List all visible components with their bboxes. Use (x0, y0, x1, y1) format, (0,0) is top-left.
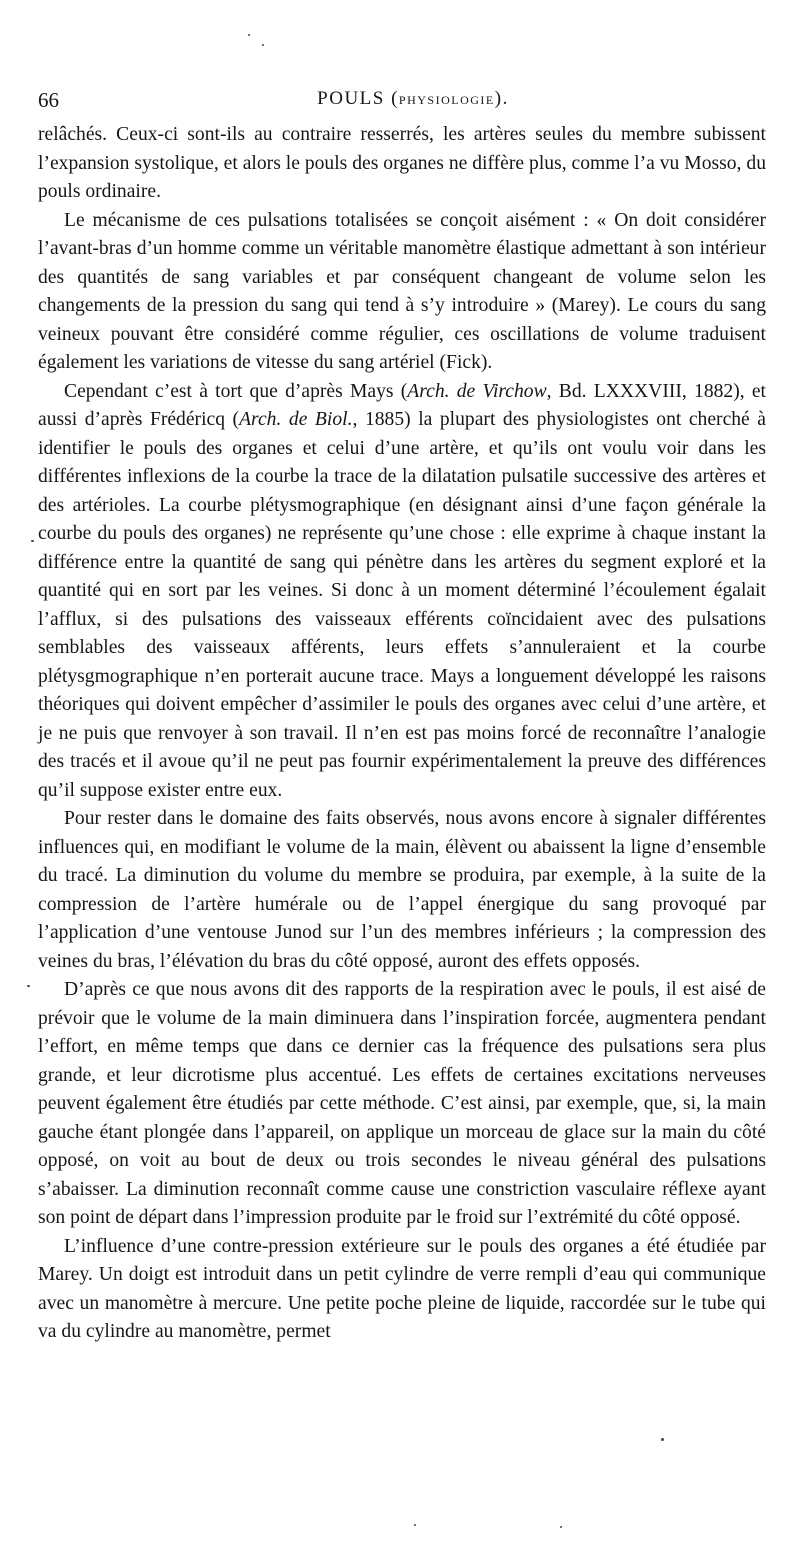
text-run: D’après ce que nous avons dit des rapports de la respiration avec le pouls, il est aisé de prévoir que le volume de la main diminuera dans l’inspiration forcée, augmentera pendant l’effort, en même temps que dans ce dernier cas la fréquence des pulsations sera plus grande, et leur dicrotisme plus accentué. Les effets de certaines excitations nerveuses peuvent également être étudiés par cette méthode. C’est ainsi, par exemple, que, si, la main gauche étant plongée dans l’appareil, on applique un morceau de glace sur la main du côté opposé, on voit au bout de deux ou trois secondes le niveau général des pulsations s’abaisser. La diminution reconnaît comme cause une constriction vasculaire réflexe ayant son point de départ dans l’impression produite par le froid sur l’extrémité du côté opposé. (38, 979, 766, 1228)
text-run: , 1885) la plupart des physiologistes ont cherché à identifier le pouls des organes et celui d’une artère, et qu’ils ont voulu voir dans les différentes inflexions de la courbe la trace de la dilatation pulsatile successive des artères et des artérioles. La courbe plétysmographique (en désignant ainsi d’une façon générale la courbe du pouls des organes) ne représente qu’une chose : elle exprime à chaque instant la différence entre la quantité de sang qui pénètre dans les artères du segment exploré et la quantité qui en sort par les veines. Si donc à un moment déterminé l’écoulement égalait l’afflux, si des pulsations des vaisseaux efférents coïncidaient avec des pulsations semblables des vaisseaux afférents, leurs effets s’annuleraient et la courbe plétysgmographique n’en porterait aucune trace. Mays a longuement développé les raisons théoriques qui doivent empêcher d’assimiler le pouls des organes avec celui d’une artère, et je ne puis que renvoyer à son travail. Il n’en est pas moins forcé de reconnaître l’analogie des tracés et il avoue qu’il ne peut pas fournir expérimentalement la preuve des différences qu’il suppose exister entre eux. (38, 409, 766, 801)
journal-citation: Arch. de Virchow (407, 380, 547, 402)
running-title-end: ). (494, 88, 509, 109)
text-run: , Bd. LXXXVIII, 1882), et aussi d’après Frédéricq ( (38, 380, 766, 430)
page-number: 66 (38, 88, 59, 112)
paragraph (38, 976, 766, 1233)
page-header (38, 88, 762, 118)
running-title (64, 88, 762, 110)
text-run: Cependant c’est à tort que d’après Mays ( (64, 380, 408, 402)
paragraph (38, 121, 766, 207)
paragraph (38, 378, 766, 806)
scan-speck (560, 1526, 562, 1528)
text-run: L’influence d’une contre-pression extérieure sur le pouls des organes a été étudiée par Marey. Un doigt est introduit dans un petit cylindre de verre rempli d’eau qui communique avec un manomètre à mercure. Une petite poche pleine de liquide, raccordée sur le tube qui va du cylindre au manomètre, permet (38, 1235, 766, 1342)
text-run: Le mécanisme de ces pulsations totalisées se conçoit aisément : « On doit considérer l’avant-bras d’un homme comme un véritable manomètre élastique admettant à son intérieur des quantités de sang variables et par conséquent changeant de volume selon les changements de la pression du sang qui tend à s’y introduire » (Marey). Le cours du sang veineux pouvant être considéré comme régulier, ces oscillations de volume traduisent également les variations de vitesse du sang artériel (Fick). (38, 209, 766, 373)
text-run: Pour rester dans le domaine des faits observés, nous avons encore à signaler différentes influences qui, en modifiant le volume de la main, élèvent ou abaissent la ligne d’ensemble du tracé. La diminution du volume du membre se produira, par exemple, à la suite de la compression de l’artère humérale ou de l’appel énergique du sang provoqué par l’application d’une ventouse Junod sur l’un des membres inférieurs ; la compression des veines du bras, l’élévation du bras du côté opposé, auront des effets opposés. (38, 808, 766, 972)
journal-citation: Arch. de Biol. (239, 409, 353, 430)
text-run: relâchés. Ceux-ci sont-ils au contraire resserrés, les artères seules du membre subissent l’expansion systolique, et alors le pouls des organes ne diffère plus, comme l’a vu Mosso, du pouls ordinaire. (38, 124, 766, 202)
scan-speck (414, 1524, 416, 1526)
running-title-subject: PHYSIOLOGIE (398, 93, 495, 107)
scan-speck (262, 44, 264, 46)
scan-speck (31, 540, 34, 542)
paragraph (38, 1233, 766, 1347)
running-title-main: POULS ( (317, 88, 399, 109)
scan-speck (661, 1438, 664, 1441)
body-text (38, 121, 766, 1347)
paragraph (38, 207, 766, 378)
paragraph (38, 805, 766, 976)
scan-speck (248, 34, 250, 36)
scan-speck (27, 985, 30, 987)
